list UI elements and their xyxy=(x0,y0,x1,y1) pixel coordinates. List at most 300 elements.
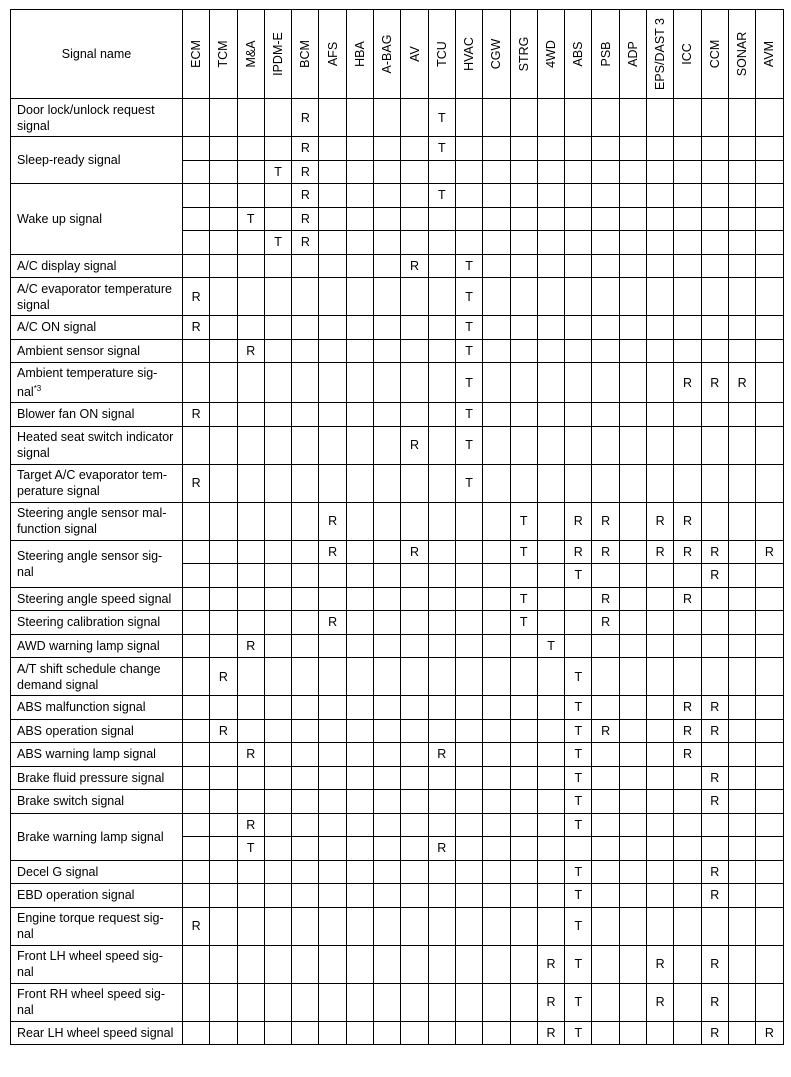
signal-cell xyxy=(619,254,646,278)
signal-cell xyxy=(701,137,728,161)
signal-cell xyxy=(319,363,346,403)
signal-cell xyxy=(537,837,564,861)
signal-cell: T xyxy=(565,945,592,983)
signal-cell xyxy=(592,790,619,814)
signal-cell: R xyxy=(292,231,319,255)
signal-cell: R xyxy=(674,363,701,403)
signal-cell xyxy=(374,231,401,255)
signal-cell: T xyxy=(455,254,482,278)
signal-cell xyxy=(756,634,783,658)
signal-cell xyxy=(374,316,401,340)
signal-cell xyxy=(592,207,619,231)
signal-cell xyxy=(647,426,674,464)
signal-cell xyxy=(537,426,564,464)
signal-cell xyxy=(346,339,373,363)
signal-cell: R xyxy=(292,160,319,184)
signal-cell: T xyxy=(565,860,592,884)
signal-cell xyxy=(510,316,537,340)
signal-cell xyxy=(401,719,428,743)
signal-cell xyxy=(756,766,783,790)
signal-name-cell xyxy=(11,99,183,137)
signal-cell xyxy=(183,231,210,255)
module-header-label: PSB xyxy=(598,41,613,67)
signal-cell xyxy=(292,658,319,696)
signal-cell: R xyxy=(701,540,728,564)
signal-cell xyxy=(374,339,401,363)
signal-cell xyxy=(455,564,482,588)
signal-name-cell xyxy=(11,502,183,540)
signal-cell xyxy=(210,1021,237,1045)
signal-cell xyxy=(346,502,373,540)
signal-cell xyxy=(701,99,728,137)
signal-cell xyxy=(592,254,619,278)
signal-cell xyxy=(428,426,455,464)
signal-cell: R xyxy=(401,540,428,564)
signal-cell xyxy=(455,634,482,658)
signal-cell xyxy=(401,207,428,231)
signal-cell xyxy=(319,945,346,983)
signal-cell xyxy=(374,860,401,884)
signal-cell xyxy=(674,278,701,316)
signal-cell xyxy=(237,160,264,184)
table-row xyxy=(11,790,784,814)
signal-cell xyxy=(319,983,346,1021)
signal-cell xyxy=(428,945,455,983)
signal-cell: R xyxy=(565,502,592,540)
signal-cell: T xyxy=(537,634,564,658)
signal-cell: R xyxy=(674,696,701,720)
signal-cell xyxy=(374,907,401,945)
signal-cell xyxy=(565,426,592,464)
signal-cell xyxy=(183,160,210,184)
signal-cell xyxy=(756,403,783,427)
signal-cell xyxy=(264,983,291,1021)
signal-cell xyxy=(483,231,510,255)
signal-cell xyxy=(346,983,373,1021)
signal-cell xyxy=(592,860,619,884)
signal-cell xyxy=(319,1021,346,1045)
signal-cell xyxy=(401,696,428,720)
module-header xyxy=(455,10,482,99)
signal-cell xyxy=(647,254,674,278)
signal-cell xyxy=(237,137,264,161)
signal-cell xyxy=(537,860,564,884)
signal-cell xyxy=(592,634,619,658)
signal-cell xyxy=(264,403,291,427)
signal-cell xyxy=(565,363,592,403)
signal-cell xyxy=(264,137,291,161)
signal-cell xyxy=(401,907,428,945)
signal-cell xyxy=(756,278,783,316)
signal-cell xyxy=(510,278,537,316)
signal-cell xyxy=(565,99,592,137)
signal-cell: R xyxy=(701,766,728,790)
signal-cell xyxy=(319,316,346,340)
signal-cell xyxy=(619,207,646,231)
signal-cell xyxy=(401,137,428,161)
module-header xyxy=(292,10,319,99)
signal-cell xyxy=(428,813,455,837)
signal-cell xyxy=(510,766,537,790)
signal-cell xyxy=(237,907,264,945)
table-row xyxy=(11,587,784,611)
signal-cell xyxy=(647,860,674,884)
signal-cell xyxy=(237,403,264,427)
signal-cell xyxy=(374,696,401,720)
signal-cell xyxy=(674,860,701,884)
signal-cell xyxy=(647,564,674,588)
signal-cell xyxy=(619,339,646,363)
signal-cell xyxy=(510,884,537,908)
signal-cell: R xyxy=(674,719,701,743)
signal-cell xyxy=(210,137,237,161)
signal-cell xyxy=(592,1021,619,1045)
signal-cell xyxy=(701,464,728,502)
table-row xyxy=(11,719,784,743)
signal-name-cell xyxy=(11,464,183,502)
signal-cell xyxy=(674,837,701,861)
signal-cell xyxy=(319,403,346,427)
signal-cell xyxy=(728,339,755,363)
signal-name: A/C ON signal xyxy=(17,320,97,335)
signal-cell xyxy=(483,719,510,743)
module-header-label: HBA xyxy=(352,41,367,67)
signal-cell xyxy=(619,983,646,1021)
signal-cell xyxy=(565,611,592,635)
signal-cell xyxy=(510,634,537,658)
signal-cell xyxy=(674,231,701,255)
signal-cell: R xyxy=(319,502,346,540)
signal-cell xyxy=(346,696,373,720)
signal-cell xyxy=(483,860,510,884)
signal-cell: R xyxy=(183,907,210,945)
signal-cell: T xyxy=(565,766,592,790)
signal-cell xyxy=(210,464,237,502)
signal-cell xyxy=(292,884,319,908)
signal-cell xyxy=(210,945,237,983)
signal-cell xyxy=(374,1021,401,1045)
signal-cell xyxy=(756,945,783,983)
signal-cell xyxy=(210,983,237,1021)
can-signal-table xyxy=(10,9,784,1045)
signal-cell xyxy=(674,254,701,278)
signal-name: Brake fluid pressure signal xyxy=(17,770,165,785)
signal-name: Steering angle sensor mal-function signal xyxy=(17,506,167,537)
signal-cell: R xyxy=(701,983,728,1021)
signal-cell xyxy=(292,766,319,790)
signal-name: Decel G signal xyxy=(17,864,99,879)
signal-cell xyxy=(483,339,510,363)
signal-cell xyxy=(647,837,674,861)
signal-cell xyxy=(319,207,346,231)
signal-cell xyxy=(401,564,428,588)
signal-name-cell xyxy=(11,278,183,316)
signal-cell xyxy=(647,884,674,908)
signal-cell xyxy=(592,403,619,427)
signal-cell xyxy=(210,184,237,208)
signal-cell xyxy=(455,743,482,767)
signal-cell xyxy=(292,945,319,983)
signal-cell xyxy=(537,363,564,403)
signal-cell xyxy=(674,1021,701,1045)
signal-cell xyxy=(264,696,291,720)
signal-cell: R xyxy=(537,945,564,983)
signal-name-cell xyxy=(11,611,183,635)
signal-cell xyxy=(647,339,674,363)
signal-cell xyxy=(674,160,701,184)
signal-cell xyxy=(619,634,646,658)
signal-cell: T xyxy=(565,884,592,908)
signal-cell xyxy=(292,403,319,427)
signal-cell xyxy=(237,540,264,564)
signal-cell xyxy=(183,254,210,278)
signal-cell xyxy=(210,540,237,564)
module-header-label: 4WD xyxy=(544,40,558,68)
signal-cell xyxy=(592,426,619,464)
signal-cell xyxy=(183,945,210,983)
signal-cell xyxy=(483,1021,510,1045)
signal-cell xyxy=(428,464,455,502)
signal-cell xyxy=(674,766,701,790)
signal-cell xyxy=(292,743,319,767)
table-row xyxy=(11,743,784,767)
signal-cell xyxy=(428,907,455,945)
signal-cell xyxy=(319,634,346,658)
signal-cell xyxy=(346,611,373,635)
signal-cell xyxy=(510,907,537,945)
signal-cell xyxy=(292,813,319,837)
signal-cell xyxy=(483,790,510,814)
signal-cell xyxy=(183,502,210,540)
signal-cell xyxy=(210,363,237,403)
signal-cell xyxy=(374,658,401,696)
signal-cell xyxy=(647,207,674,231)
signal-name: ABS operation signal xyxy=(17,723,134,738)
signal-cell xyxy=(319,339,346,363)
signal-cell xyxy=(319,860,346,884)
signal-cell xyxy=(619,160,646,184)
signal-cell xyxy=(183,339,210,363)
signal-cell xyxy=(346,231,373,255)
signal-cell xyxy=(674,137,701,161)
signal-cell xyxy=(537,884,564,908)
signal-cell xyxy=(210,743,237,767)
signal-cell xyxy=(701,743,728,767)
signal-name-cell xyxy=(11,658,183,696)
signal-cell xyxy=(319,160,346,184)
signal-cell xyxy=(401,339,428,363)
signal-cell xyxy=(183,363,210,403)
signal-cell xyxy=(728,696,755,720)
signal-cell: R xyxy=(674,587,701,611)
signal-cell xyxy=(428,611,455,635)
signal-cell xyxy=(428,316,455,340)
signal-name-cell xyxy=(11,184,183,255)
signal-cell: R xyxy=(701,363,728,403)
signal-cell xyxy=(292,564,319,588)
signal-cell xyxy=(510,254,537,278)
signal-cell xyxy=(455,99,482,137)
signal-cell xyxy=(428,860,455,884)
signal-name-cell xyxy=(11,860,183,884)
signal-cell xyxy=(701,502,728,540)
signal-cell xyxy=(374,766,401,790)
signal-cell xyxy=(756,611,783,635)
signal-cell xyxy=(537,502,564,540)
signal-cell xyxy=(264,587,291,611)
table-row xyxy=(11,339,784,363)
signal-cell xyxy=(756,719,783,743)
signal-cell xyxy=(319,254,346,278)
module-header xyxy=(647,10,674,99)
signal-cell xyxy=(455,696,482,720)
signal-cell xyxy=(483,634,510,658)
signal-cell xyxy=(401,611,428,635)
signal-name: Steering angle sensor sig-nal xyxy=(17,548,163,579)
signal-cell xyxy=(701,837,728,861)
signal-cell: R xyxy=(647,540,674,564)
signal-cell xyxy=(537,719,564,743)
signal-cell xyxy=(428,1021,455,1045)
signal-cell: T xyxy=(565,983,592,1021)
module-header-label: CGW xyxy=(489,38,504,70)
signal-cell: T xyxy=(455,403,482,427)
signal-cell xyxy=(701,403,728,427)
signal-cell: T xyxy=(510,502,537,540)
signal-cell xyxy=(264,316,291,340)
signal-cell xyxy=(264,278,291,316)
signal-cell xyxy=(728,945,755,983)
signal-cell xyxy=(728,743,755,767)
signal-cell xyxy=(537,743,564,767)
signal-cell xyxy=(455,540,482,564)
signal-cell xyxy=(264,426,291,464)
signal-cell xyxy=(647,99,674,137)
signal-cell xyxy=(565,464,592,502)
signal-cell: R xyxy=(237,813,264,837)
module-header-label: TCU xyxy=(434,41,449,67)
signal-cell xyxy=(537,316,564,340)
signal-cell: R xyxy=(292,184,319,208)
signal-cell xyxy=(483,464,510,502)
signal-cell xyxy=(183,1021,210,1045)
signal-cell xyxy=(237,254,264,278)
signal-cell xyxy=(183,790,210,814)
table-row xyxy=(11,611,784,635)
signal-cell xyxy=(428,502,455,540)
signal-cell xyxy=(537,160,564,184)
signal-cell xyxy=(619,99,646,137)
signal-cell xyxy=(210,278,237,316)
signal-cell xyxy=(756,363,783,403)
signal-cell xyxy=(728,502,755,540)
signal-cell xyxy=(537,587,564,611)
signal-cell xyxy=(728,426,755,464)
signal-name-cell xyxy=(11,766,183,790)
signal-cell xyxy=(455,884,482,908)
signal-cell xyxy=(510,207,537,231)
signal-name: AWD warning lamp signal xyxy=(17,638,160,653)
signal-cell: T xyxy=(565,790,592,814)
signal-cell xyxy=(619,860,646,884)
table-row xyxy=(11,983,784,1021)
signal-cell xyxy=(346,766,373,790)
signal-cell xyxy=(237,884,264,908)
signal-cell xyxy=(619,231,646,255)
signal-cell: R xyxy=(292,137,319,161)
signal-cell xyxy=(237,860,264,884)
signal-cell xyxy=(674,945,701,983)
signal-cell xyxy=(237,426,264,464)
module-header xyxy=(619,10,646,99)
signal-cell: R xyxy=(537,983,564,1021)
signal-cell xyxy=(346,1021,373,1045)
signal-name-cell xyxy=(11,339,183,363)
signal-cell xyxy=(319,99,346,137)
signal-cell xyxy=(619,766,646,790)
signal-cell xyxy=(728,611,755,635)
signal-cell xyxy=(292,1021,319,1045)
signal-cell xyxy=(674,339,701,363)
signal-cell xyxy=(237,502,264,540)
signal-cell xyxy=(483,837,510,861)
signal-cell xyxy=(264,502,291,540)
signal-cell xyxy=(210,766,237,790)
signal-cell xyxy=(565,339,592,363)
signal-name: Brake warning lamp signal xyxy=(17,829,164,844)
signal-cell xyxy=(756,316,783,340)
signal-cell xyxy=(728,983,755,1021)
signal-cell xyxy=(319,884,346,908)
signal-cell xyxy=(319,743,346,767)
table-row xyxy=(11,403,784,427)
signal-cell xyxy=(183,743,210,767)
signal-cell xyxy=(346,464,373,502)
signal-cell xyxy=(346,207,373,231)
signal-cell: T xyxy=(455,316,482,340)
signal-cell xyxy=(264,184,291,208)
signal-cell xyxy=(401,363,428,403)
signal-cell xyxy=(483,278,510,316)
signal-cell xyxy=(183,658,210,696)
signal-cell: R xyxy=(183,403,210,427)
signal-cell xyxy=(647,231,674,255)
signal-name: Steering calibration signal xyxy=(17,615,161,630)
signal-cell xyxy=(374,184,401,208)
signal-cell xyxy=(701,634,728,658)
module-header-label: AFS xyxy=(325,41,340,67)
signal-cell xyxy=(428,564,455,588)
signal-cell: R xyxy=(647,502,674,540)
signal-cell xyxy=(428,540,455,564)
signal-cell xyxy=(592,766,619,790)
signal-cell xyxy=(756,231,783,255)
signal-cell xyxy=(701,611,728,635)
signal-cell xyxy=(455,983,482,1021)
signal-cell xyxy=(346,254,373,278)
signal-cell xyxy=(237,1021,264,1045)
signal-cell xyxy=(292,837,319,861)
signal-cell xyxy=(483,184,510,208)
signal-name: Brake switch signal xyxy=(17,794,124,809)
signal-cell: R xyxy=(401,254,428,278)
signal-cell xyxy=(647,696,674,720)
signal-cell xyxy=(346,160,373,184)
table-row xyxy=(11,696,784,720)
signal-name: Front LH wheel speed sig-nal xyxy=(17,949,163,980)
signal-cell xyxy=(647,743,674,767)
signal-cell xyxy=(455,160,482,184)
